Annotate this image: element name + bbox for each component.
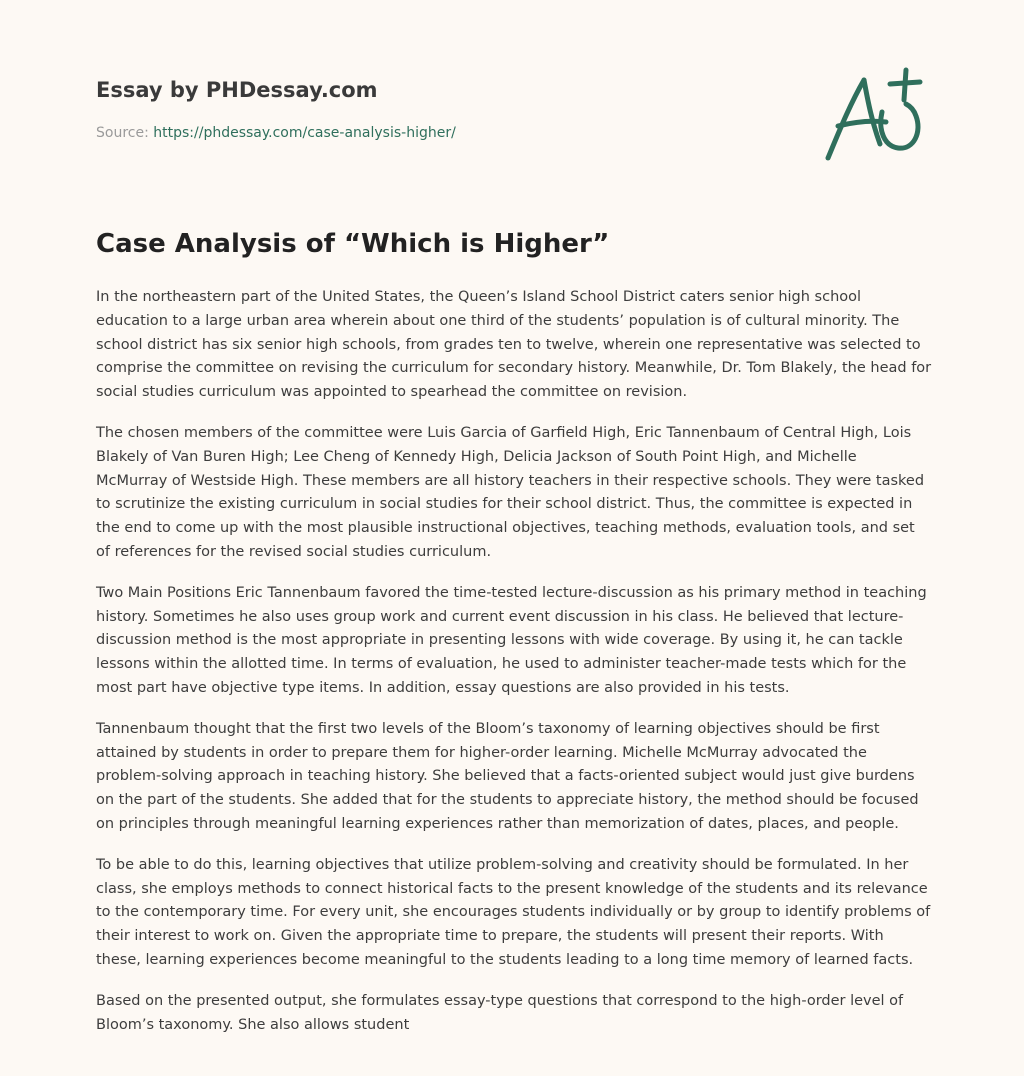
essay-paragraph: Based on the presented output, she formulates essay-type questions that correspond to the high-order level of Bloom’s taxonomy. She also allows student xyxy=(96,992,904,1033)
source-line xyxy=(96,123,456,143)
essay-paragraph: The chosen members of the committee were Luis Garcia of Garfield High, Eric Tannenbaum of Central High, Lois Blakely of Van Buren High; Lee Cheng of Kennedy High, Delicia Jackson of South Point High, and Michelle McMurray of Westside High. These members are all history teachers in their respective schools. They were tasked to scrutinize the existing curriculum in social studies for their school district. Thus, the committee is expected in the end to come up with the most plausible instructional objectives, teaching methods, evaluation tools, and set of references for the revised social studies curriculum. xyxy=(96,424,925,560)
source-label: Source: xyxy=(96,125,154,141)
essay-body xyxy=(96,286,932,1054)
essay-title: Case Analysis of “Which is Higher” xyxy=(96,229,610,259)
essay-paragraph: To be able to do this, learning objectives that utilize problem-solving and creativity should be formulated. In her class, she employs methods to connect historical facts to the present knowledge of the students and its relevance to the contemporary time. For every unit, she encourages students individually or by group to identify problems of their interest to work on. Given the appropriate time to prepare, the students will present their reports. With these, learning experiences become meaningful to the students leading to a long time memory of learned facts. xyxy=(96,856,931,968)
source-link[interactable]: https://phdessay.com/case-analysis-higher/ xyxy=(153,125,456,141)
essay-paragraph: Two Main Positions Eric Tannenbaum favored the time-tested lecture-discussion as his primary method in teaching history. Sometimes he also uses group work and current event discussion in his class. He believed that lecture-discussion method is the most appropriate in presenting lessons with wide coverage. By using it, he can tackle lessons within the allotted time. In terms of evaluation, he used to administer teacher-made tests which for the most part have objective type items. In addition, essay questions are also provided in his tests. xyxy=(96,584,927,696)
site-title: Essay by PHDessay.com xyxy=(96,78,378,102)
essay-paragraph: In the northeastern part of the United States, the Queen’s Island School District caters senior high school education to a large urban area wherein about one third of the students’ population is of cultural minority. The school district has six senior high schools, from grades ten to twelve, wherein one representative was selected to comprise the committee on revising the curriculum for secondary history. Meanwhile, Dr. Tom Blakely, the head for social studies curriculum was appointed to spearhead the committee on revision. xyxy=(96,289,932,401)
essay-paragraph: Tannenbaum thought that the first two levels of the Bloom’s taxonomy of learning objectives should be first attained by students in order to prepare them for higher-order learning. Michelle McMurray advocated the problem-solving approach in teaching history. She believed that a facts-oriented subject would just give burdens on the part of the students. She added that for the students to appreciate history, the method should be focused on principles through meaningful learning experiences rather than memorization of dates, places, and people. xyxy=(96,720,919,832)
a-plus-grade-logo-icon xyxy=(820,64,932,168)
